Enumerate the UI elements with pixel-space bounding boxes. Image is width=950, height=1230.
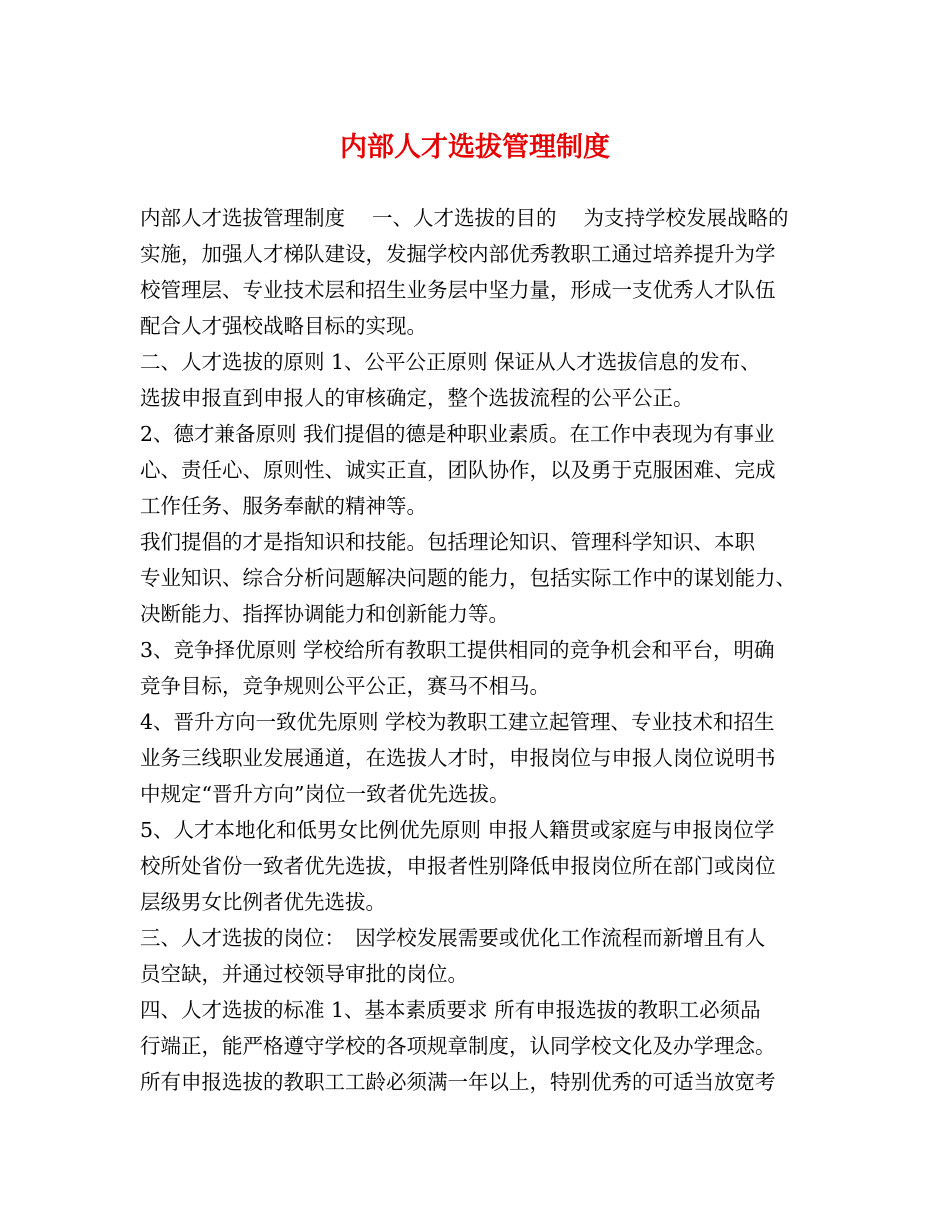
body-line: 二、人才选拔的原则 1、公平公正原则 保证从人才选拔信息的发布、 (140, 350, 761, 374)
body-line: 中规定“晋升方向”岗位一致者优先选拔。 (140, 782, 510, 806)
body-line: 行端正，能严格遵守学校的各项规章制度，认同学校文化及办学理念。 (140, 1034, 776, 1058)
body-line: 3、竞争择优原则 学校给所有教职工提供相同的竞争机会和平台，明确 (140, 638, 775, 662)
body-line: 业务三线职业发展通道，在选拔人才时，申报岗位与申报人岗位说明书 (140, 746, 776, 770)
body-line: 内部人才选拔管理制度 一、人才选拔的目的 为支持学校发展战略的 (140, 206, 789, 230)
body-line: 员空缺，并通过校领导审批的岗位。 (140, 962, 468, 986)
body-line: 我们提倡的才是指知识和技能。包括理论知识、管理科学知识、本职 (140, 530, 755, 554)
body-line: 实施，加强人才梯队建设，发掘学校内部优秀教职工通过培养提升为学 (140, 242, 776, 266)
body-line: 5、人才本地化和低男女比例优先原则 申报人籍贯或家庭与申报岗位学 (140, 818, 775, 842)
body-line: 竞争目标，竞争规则公平公正，赛马不相马。 (140, 674, 550, 698)
body-line: 四、人才选拔的标准 1、基本素质要求 所有申报选拔的教职工必须品 (140, 998, 761, 1022)
body-line: 所有申报选拔的教职工工龄必须满一年以上，特别优秀的可适当放宽考 (140, 1070, 776, 1094)
body-line: 4、晋升方向一致优先原则 学校为教职工建立起管理、专业技术和招生 (140, 710, 775, 734)
body-line: 工作任务、服务奉献的精神等。 (140, 494, 427, 518)
body-line: 三、人才选拔的岗位： 因学校发展需要或优化工作流程而新增且有人 (140, 926, 766, 950)
body-line: 校所处省份一致者优先选拔，申报者性别降低申报岗位所在部门或岗位 (140, 854, 776, 878)
body-line: 层级男女比例者优先选拔。 (140, 890, 386, 914)
document-title: 内部人才选拔管理制度 (340, 132, 610, 163)
body-line: 校管理层、专业技术层和招生业务层中坚力量，形成一支优秀人才队伍 (140, 278, 776, 302)
body-line: 心、责任心、原则性、诚实正直，团队协作，以及勇于克服困难、完成 (140, 458, 776, 482)
body-line: 选拔申报直到申报人的审核确定，整个选拔流程的公平公正。 (140, 386, 694, 410)
body-line: 配合人才强校战略目标的实现。 (140, 314, 427, 338)
body-line: 决断能力、指挥协调能力和创新能力等。 (140, 602, 509, 626)
body-line: 2、德才兼备原则 我们提倡的德是种职业素质。在工作中表现为有事业 (140, 422, 775, 446)
body-line: 专业知识、综合分析问题解决问题的能力，包括实际工作中的谋划能力、 (140, 566, 796, 590)
